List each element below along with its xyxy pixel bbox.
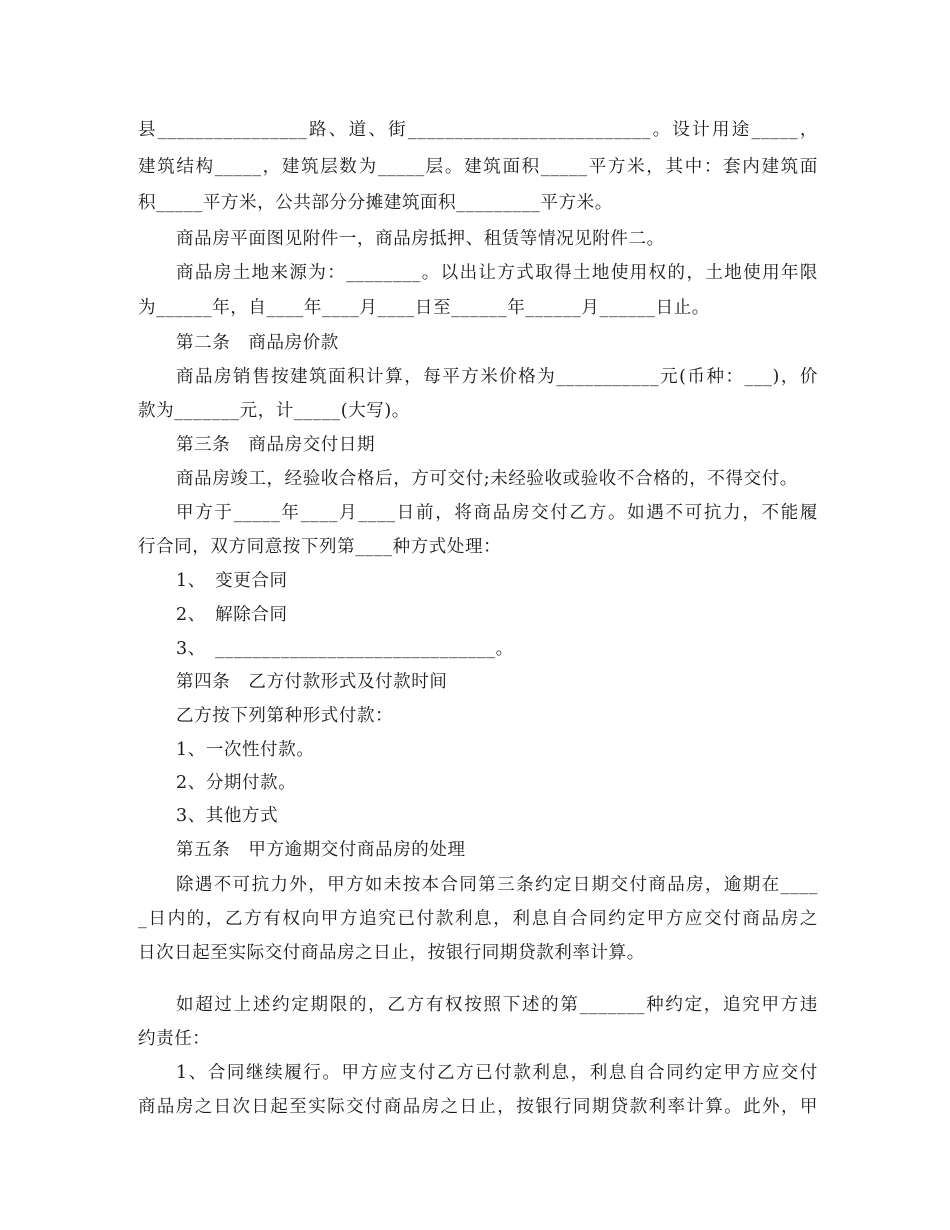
list-item: 3、 ______________________________。	[176, 639, 514, 659]
text-line: 商品房平面图见附件一，商品房抵押、租赁等情况见附件二。	[176, 229, 665, 249]
text-line: 约责任：	[138, 1029, 211, 1049]
list-item: 3、其他方式	[176, 806, 279, 826]
text-line: 1、合同继续履行。甲方应支付乙方已付款利息，利息自合同约定甲方应交付	[176, 1063, 818, 1083]
article-heading: 第四条 乙方付款形式及付款时间	[176, 672, 448, 692]
text-line: 商品房竣工，经验收合格后，方可交付;未经验收或验收不合格的，不得交付。	[176, 469, 798, 489]
text-line: 款为_______元，计_____(大写)。	[138, 401, 410, 421]
text-line: 积_____平方米，公共部分分摊建筑面积_________平方米。	[138, 193, 613, 213]
text-line: 甲方于_____年____月____日前，将商品房交付乙方。如遇不可抗力，不能履	[176, 503, 818, 523]
text-line: 商品房销售按建筑面积计算，每平方米价格为___________元(币种：___)，价	[176, 367, 818, 387]
list-item: 1、 变更合同	[176, 571, 288, 591]
list-item: 1、一次性付款。	[176, 740, 315, 760]
article-heading: 第五条 甲方逾期交付商品房的处理	[176, 840, 466, 860]
list-item: 2、分期付款。	[176, 773, 297, 793]
text-line: _日内的，乙方有权向甲方追究已付款利息，利息自合同约定甲方应交付商品房之	[138, 909, 818, 929]
text-line: 行合同，双方同意按下列第____种方式处理：	[138, 537, 502, 557]
text-line: 如超过上述约定期限的，乙方有权按照下述的第_______种约定，追究甲方违	[176, 995, 818, 1015]
article-heading: 第二条 商品房价款	[176, 333, 339, 353]
text-line: 县________________路、道、街__________________________。设计用途_____，	[138, 120, 818, 140]
text-line: 商品房之日次日起至实际交付商品房之日止，按银行同期贷款利率计算。此外，甲	[138, 1097, 818, 1117]
list-item: 2、 解除合同	[176, 605, 288, 625]
text-line: 为______年，自____年____月____日至______年______月______日止。	[138, 298, 710, 318]
text-line: 乙方按下列第种形式付款：	[176, 706, 394, 726]
text-line: 日次日起至实际交付商品房之日止，按银行同期贷款利率计算。	[138, 943, 645, 963]
article-heading: 第三条 商品房交付日期	[176, 435, 376, 455]
text-line: 建筑结构_____，建筑层数为_____层。建筑面积_____平方米，其中：套内建筑面	[138, 157, 818, 177]
text-line: 商品房土地来源为：________。以出让方式取得土地使用权的，土地使用年限	[176, 263, 818, 283]
text-line: 除遇不可抗力外，甲方如未按本合同第三条约定日期交付商品房，逾期在____	[176, 875, 818, 895]
